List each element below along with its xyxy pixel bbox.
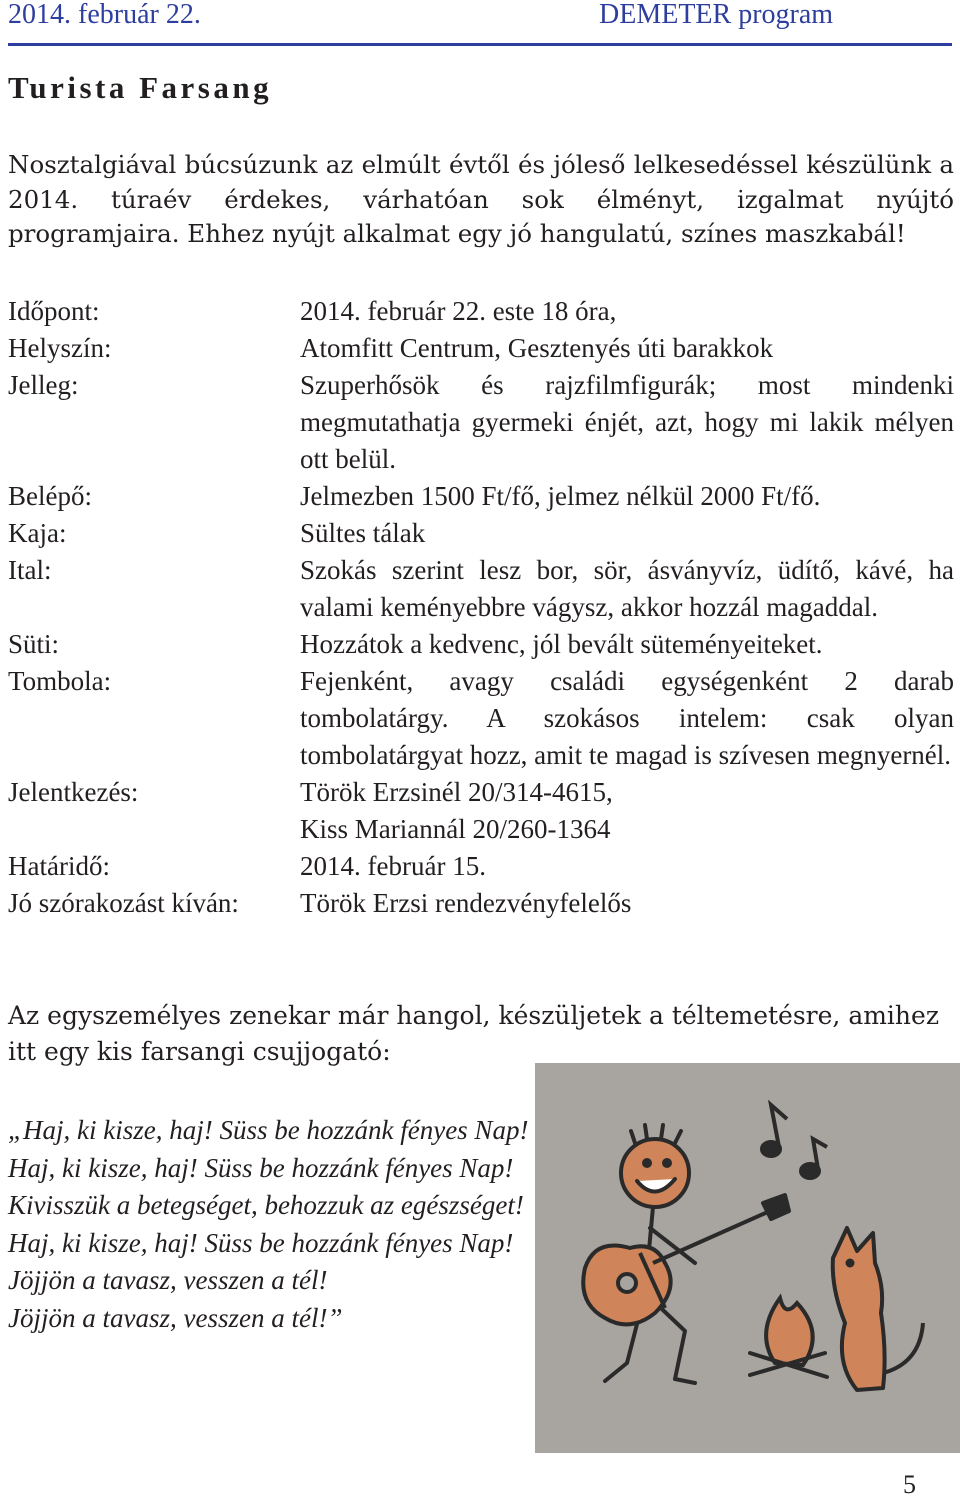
song-line: Jöjjön a tavasz, vesszen a tél! [8, 1265, 328, 1295]
detail-value: 2014. február 15. [300, 851, 486, 881]
detail-value: Jelmezben 1500 Ft/fő, jelmez nélkül 2000 Ft/fő. [300, 481, 821, 511]
page-number: 5 [903, 1470, 916, 1499]
detail-row-raffle [8, 663, 958, 774]
song-lyrics [8, 1112, 528, 1337]
detail-label: Jó szórakozást kíván: [8, 888, 239, 918]
detail-row-food [8, 515, 958, 552]
song-line: Haj, ki kisze, haj! Süss be hozzánk fényes Nap! [8, 1152, 514, 1183]
detail-value: 2014. február 22. este 18 óra, [300, 296, 617, 326]
song-intro: Az egyszemélyes zenekar már hangol, készüljetek a téltemetésre, amihez itt egy kis farsangi csujjogató: [8, 1001, 939, 1066]
detail-label: Tombola: [8, 666, 112, 696]
header-date: 2014. február 22. [8, 0, 201, 30]
detail-label: Jelleg: [8, 370, 79, 400]
detail-label: Időpont: [8, 296, 100, 326]
detail-label: Jelentkezés: [8, 777, 139, 807]
detail-value: Atomfitt Centrum, Gesztenyés úti barakkok [300, 333, 774, 363]
detail-label: Helyszín: [8, 333, 112, 363]
detail-row-entry [8, 478, 958, 515]
detail-row-cake [8, 626, 958, 663]
detail-row-deadline [8, 848, 958, 885]
detail-value: Sültes tálak [300, 518, 426, 548]
detail-row-organizer [8, 885, 958, 922]
song-line: Haj, ki kisze, haj! Süss be hozzánk fényes Nap! [8, 1227, 514, 1258]
guitarist-campfire-illustration [535, 1063, 960, 1453]
detail-value [300, 774, 954, 848]
detail-label: Süti: [8, 629, 60, 659]
event-details [8, 293, 958, 922]
detail-row-time [8, 293, 958, 330]
detail-row-registration [8, 774, 958, 848]
intro-paragraph: Nosztalgiával búcsúzunk az elmúlt évtől és jóleső lelkesedéssel készülünk a 2014. túraév érdekes, várhatóan sok élményt, izgalmat nyújtó programjaira. Ehhez nyújt alkalmat egy jó hangulatú, színes maszkabál! [8, 150, 954, 248]
detail-label: Ital: [8, 555, 52, 585]
detail-label: Határidő: [8, 851, 110, 881]
detail-label: Kaja: [8, 518, 67, 548]
detail-row-location [8, 330, 958, 367]
song-line: Kivisszük a betegséget, behozzuk az egészséget! [8, 1190, 524, 1220]
detail-value: Fejenként, avagy családi egységenként 2 darab tombolatárgy. A szokásos intelem: csak olyan tombolatárgyat hozz, amit te magad is szívesen megnyernél. [300, 666, 954, 770]
registration-contact-2: Kiss Mariannál 20/260-1364 [300, 814, 611, 844]
header-rule [8, 43, 952, 46]
detail-row-drink [8, 552, 958, 626]
detail-value: Török Erzsi rendezvényfelelős [300, 888, 632, 918]
detail-value: Szokás szerint lesz bor, sör, ásványvíz, üdítő, kávé, ha valami keményebbre vágysz, akkor hozzál magaddal. [300, 555, 954, 622]
detail-row-character [8, 367, 958, 478]
detail-label: Belépő: [8, 481, 92, 511]
song-line: Jöjjön a tavasz, vesszen a tél!” [8, 1302, 343, 1333]
page-header [8, 0, 952, 46]
header-program: DEMETER program [599, 0, 834, 30]
page-title: Turista Farsang [8, 70, 273, 105]
registration-contact-1: Török Erzsinél 20/314-4615, [300, 777, 613, 807]
detail-value: Szuperhősök és rajzfilmfigurák; most mindenki megmutathatja gyermeki énjét, azt, hogy mi lakik mélyen ott belül. [300, 370, 954, 474]
detail-value: Hozzátok a kedvenc, jól bevált süteményeiteket. [300, 629, 823, 659]
song-line: „Haj, ki kisze, haj! Süss be hozzánk fényes Nap! [8, 1115, 529, 1145]
